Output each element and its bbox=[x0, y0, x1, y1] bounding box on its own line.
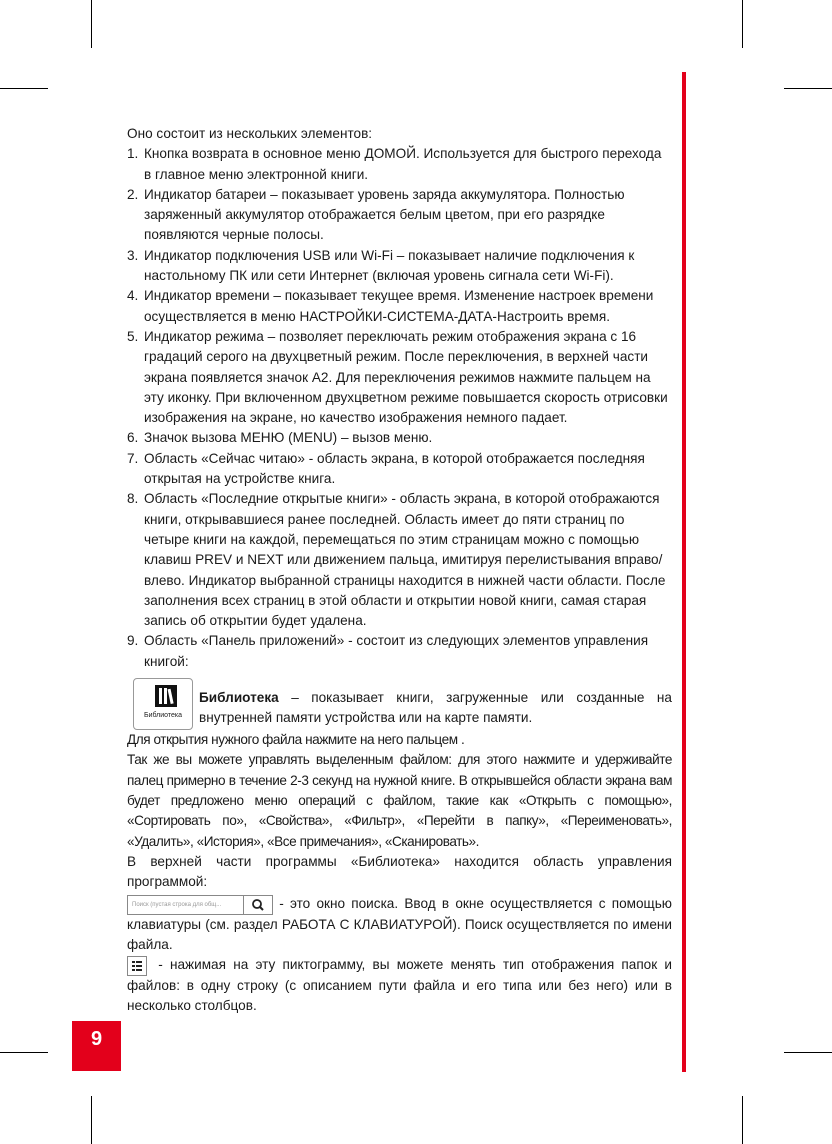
margin-rule bbox=[682, 72, 686, 1072]
crop-mark bbox=[784, 1052, 832, 1053]
page-number: 9 bbox=[72, 1021, 121, 1071]
search-placeholder: Поиск (пустая строка для общ... bbox=[132, 901, 222, 908]
books-icon bbox=[155, 685, 177, 707]
list-item: 2. Индикатор батареи – показывает уровень заряда аккумулятора. Полностью заряженный аккумулятор отображается белым цветом, при его разрядке появляются черные полосы. bbox=[127, 186, 625, 243]
crop-mark bbox=[742, 0, 743, 48]
file-operations-text: Так же вы можете управлять выделенным файлом: для этого нажмите и удерживайте палец примерно в течение 2-3 секунд на нужной книге. В открывшейся области экрана вам будет предложено меню операций с файлом, такие как «Открыть с помощью», «Сортировать по», «Свойства», «Фильтр», «Перейти в папку», «Переименовать», «Удалить», «История», «Все примечания», «Сканировать». bbox=[127, 752, 672, 849]
elements-list bbox=[127, 144, 672, 672]
crop-mark bbox=[0, 88, 48, 89]
library-block bbox=[127, 678, 672, 730]
list-item: 5. Индикатор режима – позволяет переключать режим отображения экрана с 16 градаций серого на двухцветный режим. После переключения, в верхней части экрана появляется значок A2. Для переключения режимов нажмите пальцем на эту иконку. При включенном двухцветном режиме повышается скорость отрисовки изображения на экране, но качество изображения немного падает. bbox=[127, 328, 668, 426]
library-title: Библиотека bbox=[199, 690, 279, 706]
library-icon-caption: Библиотека bbox=[143, 712, 183, 720]
library-description: Библиотека – показывает книги, загруженные или созданные на внутренней памяти устройства или на карте памяти. bbox=[199, 690, 672, 726]
intro-text: Оно состоит из нескольких элементов: bbox=[127, 126, 373, 141]
open-file-text: Для открытия нужного файла нажмите на него пальцем . bbox=[127, 732, 465, 748]
list-view-icon bbox=[128, 957, 146, 975]
search-icon bbox=[244, 896, 272, 914]
search-button[interactable] bbox=[243, 896, 272, 914]
search-input[interactable] bbox=[127, 895, 273, 915]
page-content bbox=[127, 124, 672, 1016]
list-item: 7. Область «Сейчас читаю» - область экрана, в которой отображается последняя открытая на устройстве книга. bbox=[127, 450, 645, 487]
view-mode-button[interactable] bbox=[127, 956, 147, 976]
crop-mark bbox=[91, 0, 92, 48]
list-item: 8. Область «Последние открытые книги» - область экрана, в которой отображаются книги, открывавшиеся ранее последней. Область имеет до пяти страниц по четыре книги на каждой, перемещаться по этим страницам можно с помощью клавиш PREV и NEXT или движением пальца, имитируя перелистывания вправо/влево. Индикатор выбранной страницы находится в нижней части области. После заполнения всех страниц в этой области и открытии новой книги, самая старая запись об открытии будет удалена. bbox=[127, 491, 666, 629]
list-item: 6. Значок вызова МЕНЮ (MENU) – вызов меню. bbox=[127, 430, 433, 446]
library-app-icon[interactable] bbox=[133, 678, 193, 730]
crop-mark bbox=[91, 1096, 92, 1144]
control-area-text: В верхней части программы «Библиотека» находится область управления программой: bbox=[127, 853, 672, 890]
search-description: Поиск (пустая строка для общ... - это окно поиска. Ввод в окне осуществляется с помощью клавиатуры (см. раздел РАБОТА С КЛАВИАТУРОЙ). Поиск осуществляется по имени файла. bbox=[127, 896, 672, 953]
view-mode-description: - нажимая на эту пиктограмму, вы можете менять тип отображения папок и файлов: в одну строку (с описанием пути файла и его типа или без него) или в несколько столбцов. bbox=[127, 957, 672, 1014]
list-item: 1. Кнопка возврата в основное меню ДОМОЙ. Используется для быстрого перехода в главное меню электронной книги. bbox=[127, 146, 662, 182]
crop-mark bbox=[742, 1096, 743, 1144]
list-item: 9. Область «Панель приложений» - состоит из следующих элементов управления книгой: bbox=[127, 633, 649, 669]
crop-mark bbox=[0, 1052, 48, 1053]
crop-mark bbox=[784, 88, 832, 89]
list-item: 3. Индикатор подключения USB или Wi-Fi – показывает наличие подключения к настольному ПК или сети Интернет (включая уровень сигнала сети Wi-Fi). bbox=[127, 247, 635, 284]
list-item: 4. Индикатор времени – показывает текущее время. Изменение настроек времени осуществляется в меню НАСТРОЙКИ-СИСТЕМА-ДАТА-Настроить время. bbox=[127, 288, 654, 324]
